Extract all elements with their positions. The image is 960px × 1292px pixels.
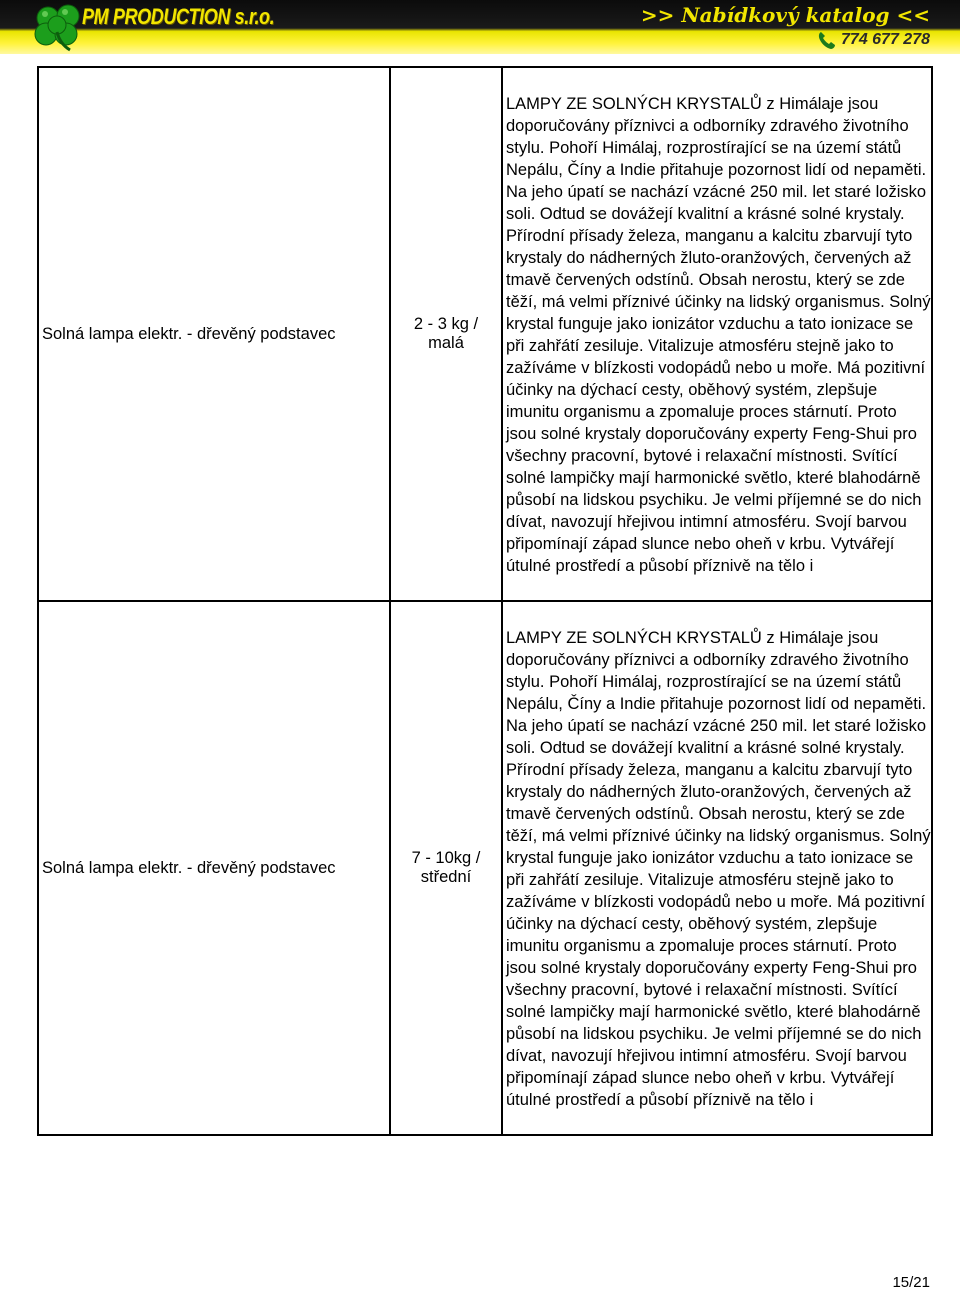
phone-icon (817, 30, 837, 50)
page-header (0, 0, 960, 54)
product-table (37, 66, 933, 1136)
size-label: malá (428, 334, 464, 352)
page-number: 15/21 (892, 1274, 930, 1291)
product-description (502, 67, 932, 601)
product-weight (390, 67, 502, 601)
table-row (38, 601, 932, 1135)
product-name: Solná lampa elektr. - dřevěný podstavec (38, 67, 390, 601)
description-text: LAMPY ZE SOLNÝCH KRYSTALŮ z Himálaje jsou doporučovány příznivci a odborníky zdravého životního stylu. Pohoří Himálaj, rozprostírající se na území států Nepálu, Číny a Indie přitahuje pozornost lidí od nepaměti. Na jeho úpatí se nachází vzácné 250 mil. let staré ložisko soli. Odtud se dovážejí kvalitní a krásné solné krystaly. Přírodní přísady železa, manganu a kalcitu zbarvují tyto krystaly do nádherných žluto-oranžových, červených až tmavě červených odstínů. Obsah nerostu, který se zde těží, má velmi příznivé účinky na lidský organismus. Solný krystal funguje jako ionizátor vzduchu a tato ionizace se při zahřátí zesiluje. Vitalizuje atmosféru stejně jako to zažíváme v blízkosti vodopádů nebo u moře. Má pozitivní účinky na dýchací cesty, oběhový systém, zlepšuje imunitu organismu a zpomaluje proces stárnutí. Proto jsou solné krystaly doporučovány experty Feng-Shui pro všechny pracovní, bytové i relaxační místnosti. Svítící solné lampičky mají harmonické světlo, které blahodárně působí na lidskou psychiku. Je velmi příjemné se do nich dívat, navozují hřejivou intimní atmosféru. Svojí barvou připomínají západ slunce nebo oheň v krbu. Vytvářejí útulné prostředí a působí příznivě na tělo i (506, 628, 931, 1109)
product-name: Solná lampa elektr. - dřevěný podstavec (38, 601, 390, 1135)
description-text: LAMPY ZE SOLNÝCH KRYSTALŮ z Himálaje jsou doporučovány příznivci a odborníky zdravého životního stylu. Pohoří Himálaj, rozprostírající se na území států Nepálu, Číny a Indie přitahuje pozornost lidí od nepaměti. Na jeho úpatí se nachází vzácné 250 mil. let staré ložisko soli. Odtud se dovážejí kvalitní a krásné solné krystaly. Přírodní přísady železa, manganu a kalcitu zbarvují tyto krystaly do nádherných žluto-oranžových, červených až tmavě červených odstínů. Obsah nerostu, který se zde těží, má velmi příznivé účinky na lidský organismus. Solný krystal funguje jako ionizátor vzduchu a tato ionizace se při zahřátí zesiluje. Vitalizuje atmosféru stejně jako to zažíváme v blízkosti vodopádů nebo u moře. Má pozitivní účinky na dýchací cesty, oběhový systém, zlepšuje imunitu organismu a zpomaluje proces stárnutí. Proto jsou solné krystaly doporučovány experty Feng-Shui pro všechny pracovní, bytové i relaxační místnosti. Svítící solné lampičky mají harmonické světlo, které blahodárně působí na lidskou psychiku. Je velmi příjemné se do nich dívat, navozují hřejivou intimní atmosféru. Svojí barvou připomínají západ slunce nebo oheň v krbu. Vytvářejí útulné prostředí a působí příznivě na tělo i (506, 94, 931, 575)
table-row (38, 67, 932, 601)
phone-contact (817, 30, 930, 50)
size-label: střední (420, 868, 472, 886)
clover-logo-icon (30, 2, 88, 52)
weight-value: 7 - 10kg / (411, 849, 481, 867)
product-description (502, 601, 932, 1135)
phone-number: 774 677 278 (841, 31, 930, 48)
product-weight (390, 601, 502, 1135)
catalog-title: >> Nabídkový katalog << (640, 3, 930, 27)
weight-value: 2 - 3 kg / (413, 315, 479, 333)
company-name: PM PRODUCTION s.r.o. (82, 4, 275, 29)
